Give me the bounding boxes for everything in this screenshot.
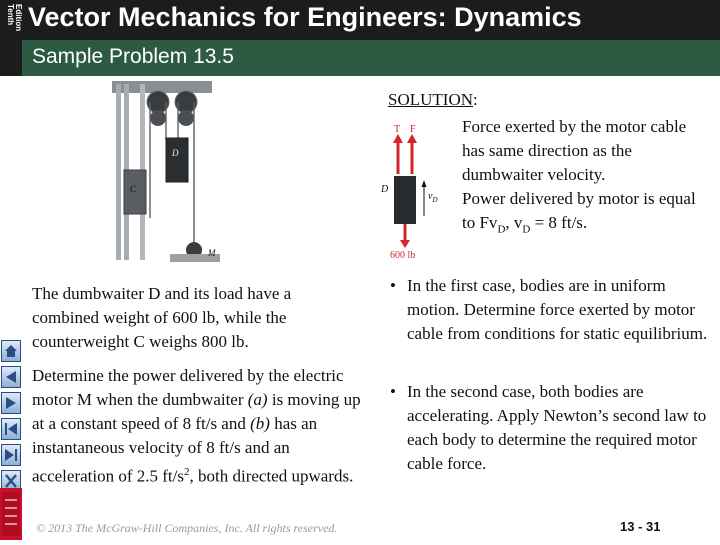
slide-subtitle: Sample Problem 13.5: [32, 45, 234, 68]
velocity-label: [428, 191, 438, 204]
bullet-text: In the first case, bodies are in uniform motion. Determine force exerted by motor cable from conditions for static equilibrium.: [407, 276, 708, 343]
problem-paragraph-1: The dumbwaiter D and its load have a combined weight of 600 lb, while the counterweight C weighs 800 lb.: [32, 284, 292, 351]
solution-line-1: Force exerted by the motor cable has same direction as the dumbwaiter velocity.: [462, 117, 687, 184]
publisher-logo: [0, 488, 22, 540]
text-run: Determine the power delivered by the electric motor M when the dumbwaiter: [32, 366, 344, 409]
text-run: is moving up at a constant speed of 8 ft/s and: [32, 390, 361, 433]
part-a-label: (a): [247, 390, 268, 409]
label-D: D: [172, 148, 179, 158]
first-button[interactable]: [1, 418, 21, 440]
label-M: M: [208, 248, 216, 258]
subscript: D: [522, 223, 531, 236]
edition-line1: Tenth: [6, 4, 15, 26]
previous-button[interactable]: [1, 366, 21, 388]
text-run: has an instantaneous velocity of 8 ft/s and an acceleration of 2.5 ft/s: [32, 414, 318, 486]
bullet-dot: •: [390, 382, 396, 401]
next-button[interactable]: [1, 392, 21, 414]
velocity-sub: D: [432, 196, 438, 204]
subtitle-bar: [22, 40, 720, 76]
velocity-arrowhead: [422, 180, 427, 187]
text-run: , v: [505, 213, 523, 232]
solution-line-2: [462, 187, 712, 241]
exponent: 2: [184, 466, 190, 478]
label-D-fbd: D: [381, 184, 389, 195]
force-arrowhead: [407, 134, 417, 143]
subscript: D: [497, 223, 506, 236]
problem-paragraph-2: [32, 364, 362, 489]
label-F: F: [410, 124, 416, 135]
text-run: Power delivered by motor is equal to Fv: [462, 189, 696, 232]
tension-arrowhead: [393, 134, 403, 143]
label-T: T: [394, 124, 401, 135]
pulley-left-low: [150, 110, 166, 126]
body-D: [394, 176, 416, 224]
free-body-diagram: [372, 116, 428, 260]
last-button[interactable]: [1, 444, 21, 466]
dumbwaiter-figure: [110, 78, 230, 268]
text-run: = 8 ft/s.: [530, 213, 588, 232]
copyright-notice: © 2013 The McGraw-Hill Companies, Inc. All rights reserved.: [36, 521, 338, 535]
bullet-text: In the second case, both bodies are accelerating. Apply Newton’s second law to each body to determine the required motor cable force.: [407, 382, 707, 473]
solution-text: [462, 115, 712, 241]
page-number: 13 - 31: [620, 519, 661, 534]
solution-colon: :: [473, 90, 478, 109]
guide-rail: [116, 84, 121, 260]
pulley-right-low: [178, 110, 194, 126]
arrow-right-icon: [2, 393, 20, 413]
header-bar: [0, 0, 720, 76]
text-run: , both directed upwards.: [189, 466, 354, 486]
weight-arrowhead: [400, 240, 410, 248]
velocity-v: v: [428, 191, 433, 202]
book-title: Vector Mechanics for Engineers: Dynamics: [28, 2, 582, 32]
edition-line2: Edition: [14, 4, 23, 32]
edition-label: [1, 2, 23, 42]
part-b-label: (b): [250, 414, 270, 433]
bullet-item: [390, 274, 715, 346]
solution-word: SOLUTION: [388, 90, 473, 109]
bullet-item: [390, 380, 715, 476]
home-icon: [2, 341, 20, 361]
logo-icon: [0, 488, 22, 540]
solution-heading: [388, 90, 478, 110]
dumbwaiter-D: [166, 138, 188, 182]
arrow-left-icon: [2, 367, 20, 387]
bullet-dot: •: [390, 276, 396, 295]
skip-forward-icon: [2, 445, 20, 465]
skip-back-icon: [2, 419, 20, 439]
left-rail: [0, 76, 22, 540]
label-C: C: [130, 184, 137, 194]
label-weight: 600 lb: [390, 250, 416, 261]
home-button[interactable]: [1, 340, 21, 362]
